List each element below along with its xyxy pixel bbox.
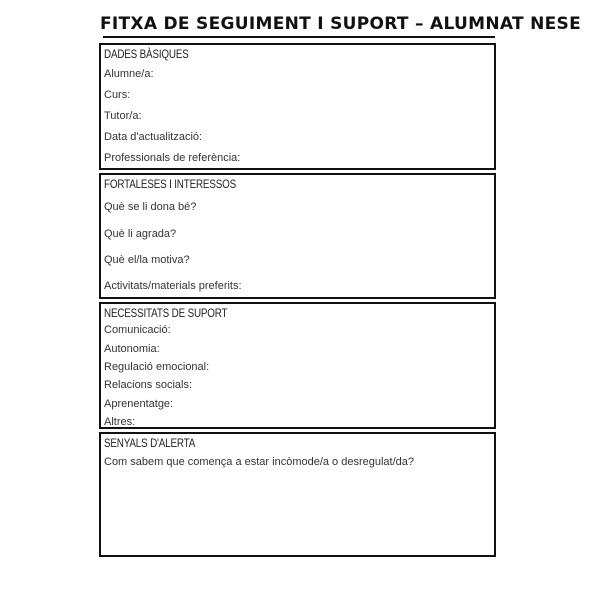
field-learning: Aprenentatge: <box>104 398 174 410</box>
field-autonomy: Autonomia: <box>104 343 160 355</box>
field-others: Altres: <box>104 416 136 428</box>
section-warning-signs <box>99 432 496 557</box>
section-basic-data <box>99 43 496 170</box>
field-reference-professionals: Professionals de referència: <box>104 152 241 164</box>
field-preferred-activities: Activitats/materials preferits: <box>104 280 242 292</box>
field-tutor: Tutor/a: <box>104 110 142 122</box>
field-good-at: Què se li dona bé? <box>104 201 197 213</box>
title-underline <box>103 36 495 38</box>
field-student: Alumne/a: <box>104 68 154 80</box>
field-communication: Comunicació: <box>104 324 171 336</box>
field-warning-question: Com sabem que comença a estar incòmode/a o desregulat/da? <box>104 456 415 468</box>
section-title-basic-data: DADES BÀSIQUES <box>104 47 189 61</box>
section-title-support-needs: NECESSITATS DE SUPORT <box>104 306 228 320</box>
section-title-warning-signs: SENYALS D'ALERTA <box>104 436 196 450</box>
field-likes: Què li agrada? <box>104 228 177 240</box>
section-strengths-interests <box>99 173 496 299</box>
section-support-needs <box>99 302 496 429</box>
field-course: Curs: <box>104 89 131 101</box>
field-social-relations: Relacions socials: <box>104 379 193 391</box>
document-title: FITXA DE SEGUIMENT I SUPORT – ALUMNAT NESE <box>100 14 582 34</box>
section-title-strengths: FORTALESES I INTERESSOS <box>104 177 237 191</box>
field-emotional-regulation: Regulació emocional: <box>104 361 210 373</box>
field-motivates: Què el/la motiva? <box>104 254 190 266</box>
field-update-date: Data d'actualització: <box>104 131 203 143</box>
